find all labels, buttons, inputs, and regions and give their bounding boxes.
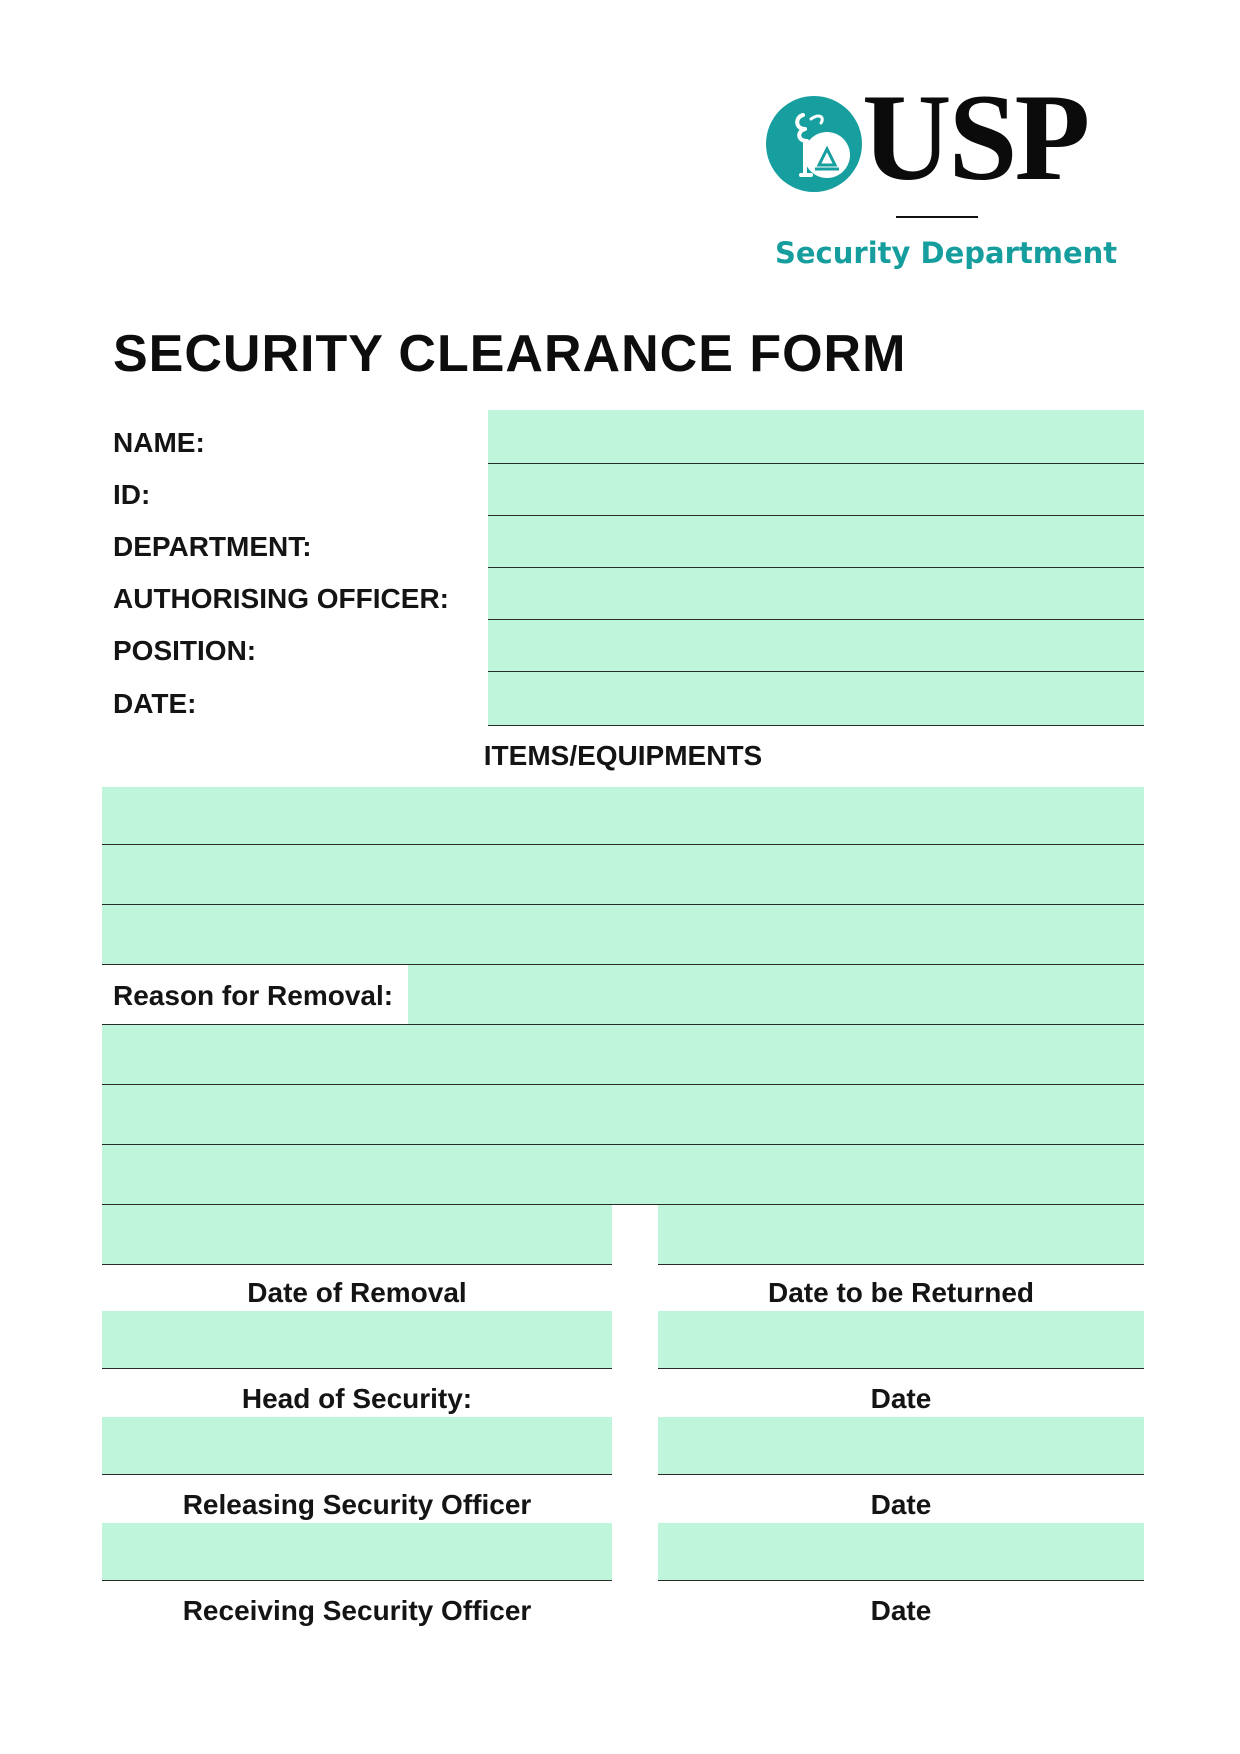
- authorising-officer-field[interactable]: [488, 568, 1144, 620]
- logo-text: USP: [862, 69, 1088, 206]
- name-field[interactable]: [488, 410, 1144, 464]
- releasing-officer-field[interactable]: [102, 1417, 612, 1475]
- date-to-be-returned-field[interactable]: [658, 1205, 1144, 1265]
- position-label: POSITION:: [113, 635, 257, 666]
- date-field[interactable]: [488, 672, 1144, 726]
- logo-emblem: [765, 95, 863, 193]
- item-row-3[interactable]: [102, 905, 1144, 965]
- department-name: Security Department: [775, 236, 1118, 270]
- items-heading: ITEMS/EQUIPMENTS: [483, 740, 763, 771]
- date-of-removal-label: Date of Removal: [247, 1277, 467, 1308]
- id-label: ID:: [113, 479, 151, 510]
- head-of-security-date-label: Date: [870, 1383, 932, 1414]
- date-label: DATE:: [113, 688, 197, 719]
- releasing-officer-date-field[interactable]: [658, 1417, 1144, 1475]
- id-field[interactable]: [488, 464, 1144, 516]
- receiving-officer-date-field[interactable]: [658, 1523, 1144, 1581]
- date-of-removal-field[interactable]: [102, 1205, 612, 1265]
- date-to-be-returned-label: Date to be Returned: [767, 1277, 1035, 1308]
- reason-row-2[interactable]: [102, 1025, 1144, 1085]
- releasing-officer-label: Releasing Security Officer: [182, 1489, 532, 1520]
- position-field[interactable]: [488, 620, 1144, 672]
- head-of-security-label: Head of Security:: [241, 1383, 473, 1414]
- item-row-1[interactable]: [102, 787, 1144, 845]
- reason-row-4[interactable]: [102, 1145, 1144, 1205]
- receiving-officer-field[interactable]: [102, 1523, 612, 1581]
- logo-divider: [896, 216, 978, 218]
- page-title: SECURITY CLEARANCE FORM: [113, 325, 907, 383]
- department-label: DEPARTMENT:: [113, 531, 312, 562]
- reason-label-cell: [102, 965, 408, 1025]
- department-field[interactable]: [488, 516, 1144, 568]
- releasing-officer-date-label: Date: [870, 1489, 932, 1520]
- head-of-security-date-field[interactable]: [658, 1311, 1144, 1369]
- authorising-officer-label: AUTHORISING OFFICER:: [113, 583, 449, 614]
- head-of-security-field[interactable]: [102, 1311, 612, 1369]
- name-label: NAME:: [113, 427, 205, 458]
- reason-label: Reason for Removal:: [113, 980, 394, 1011]
- item-row-2[interactable]: [102, 845, 1144, 905]
- receiving-officer-label: Receiving Security Officer: [182, 1595, 532, 1626]
- receiving-officer-date-label: Date: [870, 1595, 932, 1626]
- reason-row-3[interactable]: [102, 1085, 1144, 1145]
- reason-field[interactable]: [408, 965, 1144, 1025]
